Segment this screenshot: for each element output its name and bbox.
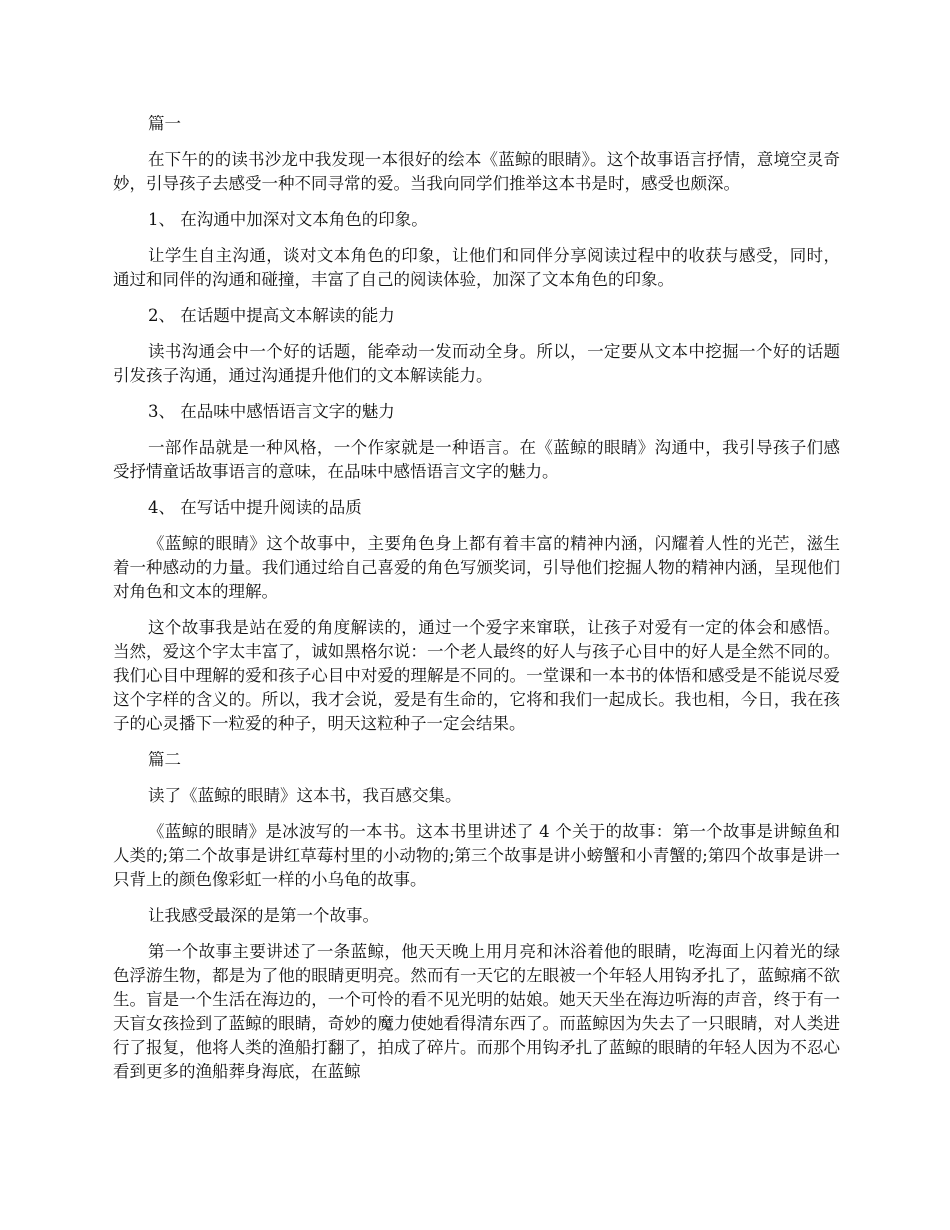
paragraph: 这个故事我是站在爱的角度解读的，通过一个爱字来窜联，让孩子对爱有一定的体会和感悟。当然，爱这个字太丰富了，诚如黑格尔说：一个老人最终的好人与孩子心目中的好人是全然不同的。我们心目中理解的爱和孩子心目中对爱的理解是不同的。一堂课和一本书的体悟和感受是不能说尽爱这个字样的含义的。所以，我才会说，爱是有生命的，它将和我们一起成长。我也相，今日，我在孩子的心灵播下一粒爱的种子，明天这粒种子一定会结果。: [113, 618, 840, 733]
paragraph: 《蓝鲸的眼睛》这个故事中，主要角色身上都有着丰富的精神内涵，闪耀着人性的光芒，滋生着一种感动的力量。我们通过给自己喜爱的角色写颁奖词，引导他们挖掘人物的精神内涵，呈现他们对角色和文本的理解。: [113, 534, 840, 601]
paragraph: 《蓝鲸的眼睛》是冰波写的一本书。这本书里讲述了 4 个关于的故事：第一个故事是讲鲸鱼和人类的;第二个故事是讲红草莓村里的小动物的;第三个故事是讲小螃蟹和小青蟹的;第四个故事是讲一只背上的颜色像彩虹一样的小乌龟的故事。: [113, 822, 840, 889]
paragraph: 读了《蓝鲸的眼睛》这本书，我百感交集。: [148, 786, 462, 805]
paragraph: 在下午的的读书沙龙中我发现一本很好的绘本《蓝鲸的眼睛》。这个故事语言抒情，意境空灵奇妙，引导孩子去感受一种不同寻常的爱。当我向同学们推举这本书是时，感受也颇深。: [113, 150, 840, 193]
point-heading: 4、 在写话中提升阅读的品质: [148, 498, 362, 517]
paragraph: 第一个故事主要讲述了一条蓝鲸，他天天晚上用月亮和沐浴着他的眼睛，吃海面上闪着光的绿色浮游生物，都是为了他的眼睛更明亮。然而有一天它的左眼被一个年轻人用钩矛扎了，蓝鲸痛不欲生。盲是一个生活在海边的，一个可怜的看不见光明的姑娘。她天天坐在海边听海的声音，终于有一天盲女孩捡到了蓝鲸的眼睛，奇妙的魔力使她看得清东西了。而蓝鲸因为失去了一只眼睛，对人类进行了报复，他将人类的渔船打翻了，拍成了碎片。而那个用钩矛扎了蓝鲸的眼睛的年轻人因为不忍心看到更多的渔船葬身海底，在蓝鲸: [113, 942, 840, 1081]
point-heading: 1、 在沟通中加深对文本角色的印象。: [148, 210, 428, 229]
point-heading: 3、 在品味中感悟语言文字的魅力: [148, 402, 395, 421]
paragraph: 读书沟通会中一个好的话题，能牵动一发而动全身。所以，一定要从文本中挖掘一个好的话题引发孩子沟通，通过沟通提升他们的文本解读能力。: [113, 342, 840, 385]
section-heading: 篇一: [148, 114, 181, 133]
document-page: [113, 112, 840, 1096]
paragraph: 让学生自主沟通，谈对文本角色的印象，让他们和同伴分享阅读过程中的收获与感受，同时，通过和同伴的沟通和碰撞，丰富了自己的阅读体验，加深了文本角色的印象。: [113, 246, 840, 289]
paragraph: 让我感受最深的是第一个故事。: [148, 906, 379, 925]
section-heading: 篇二: [148, 750, 181, 769]
point-heading: 2、 在话题中提高文本解读的能力: [148, 306, 395, 325]
paragraph: 一部作品就是一种风格，一个作家就是一种语言。在《蓝鲸的眼睛》沟通中，我引导孩子们感受抒情童话故事语言的意味，在品味中感悟语言文字的魅力。: [113, 438, 840, 481]
